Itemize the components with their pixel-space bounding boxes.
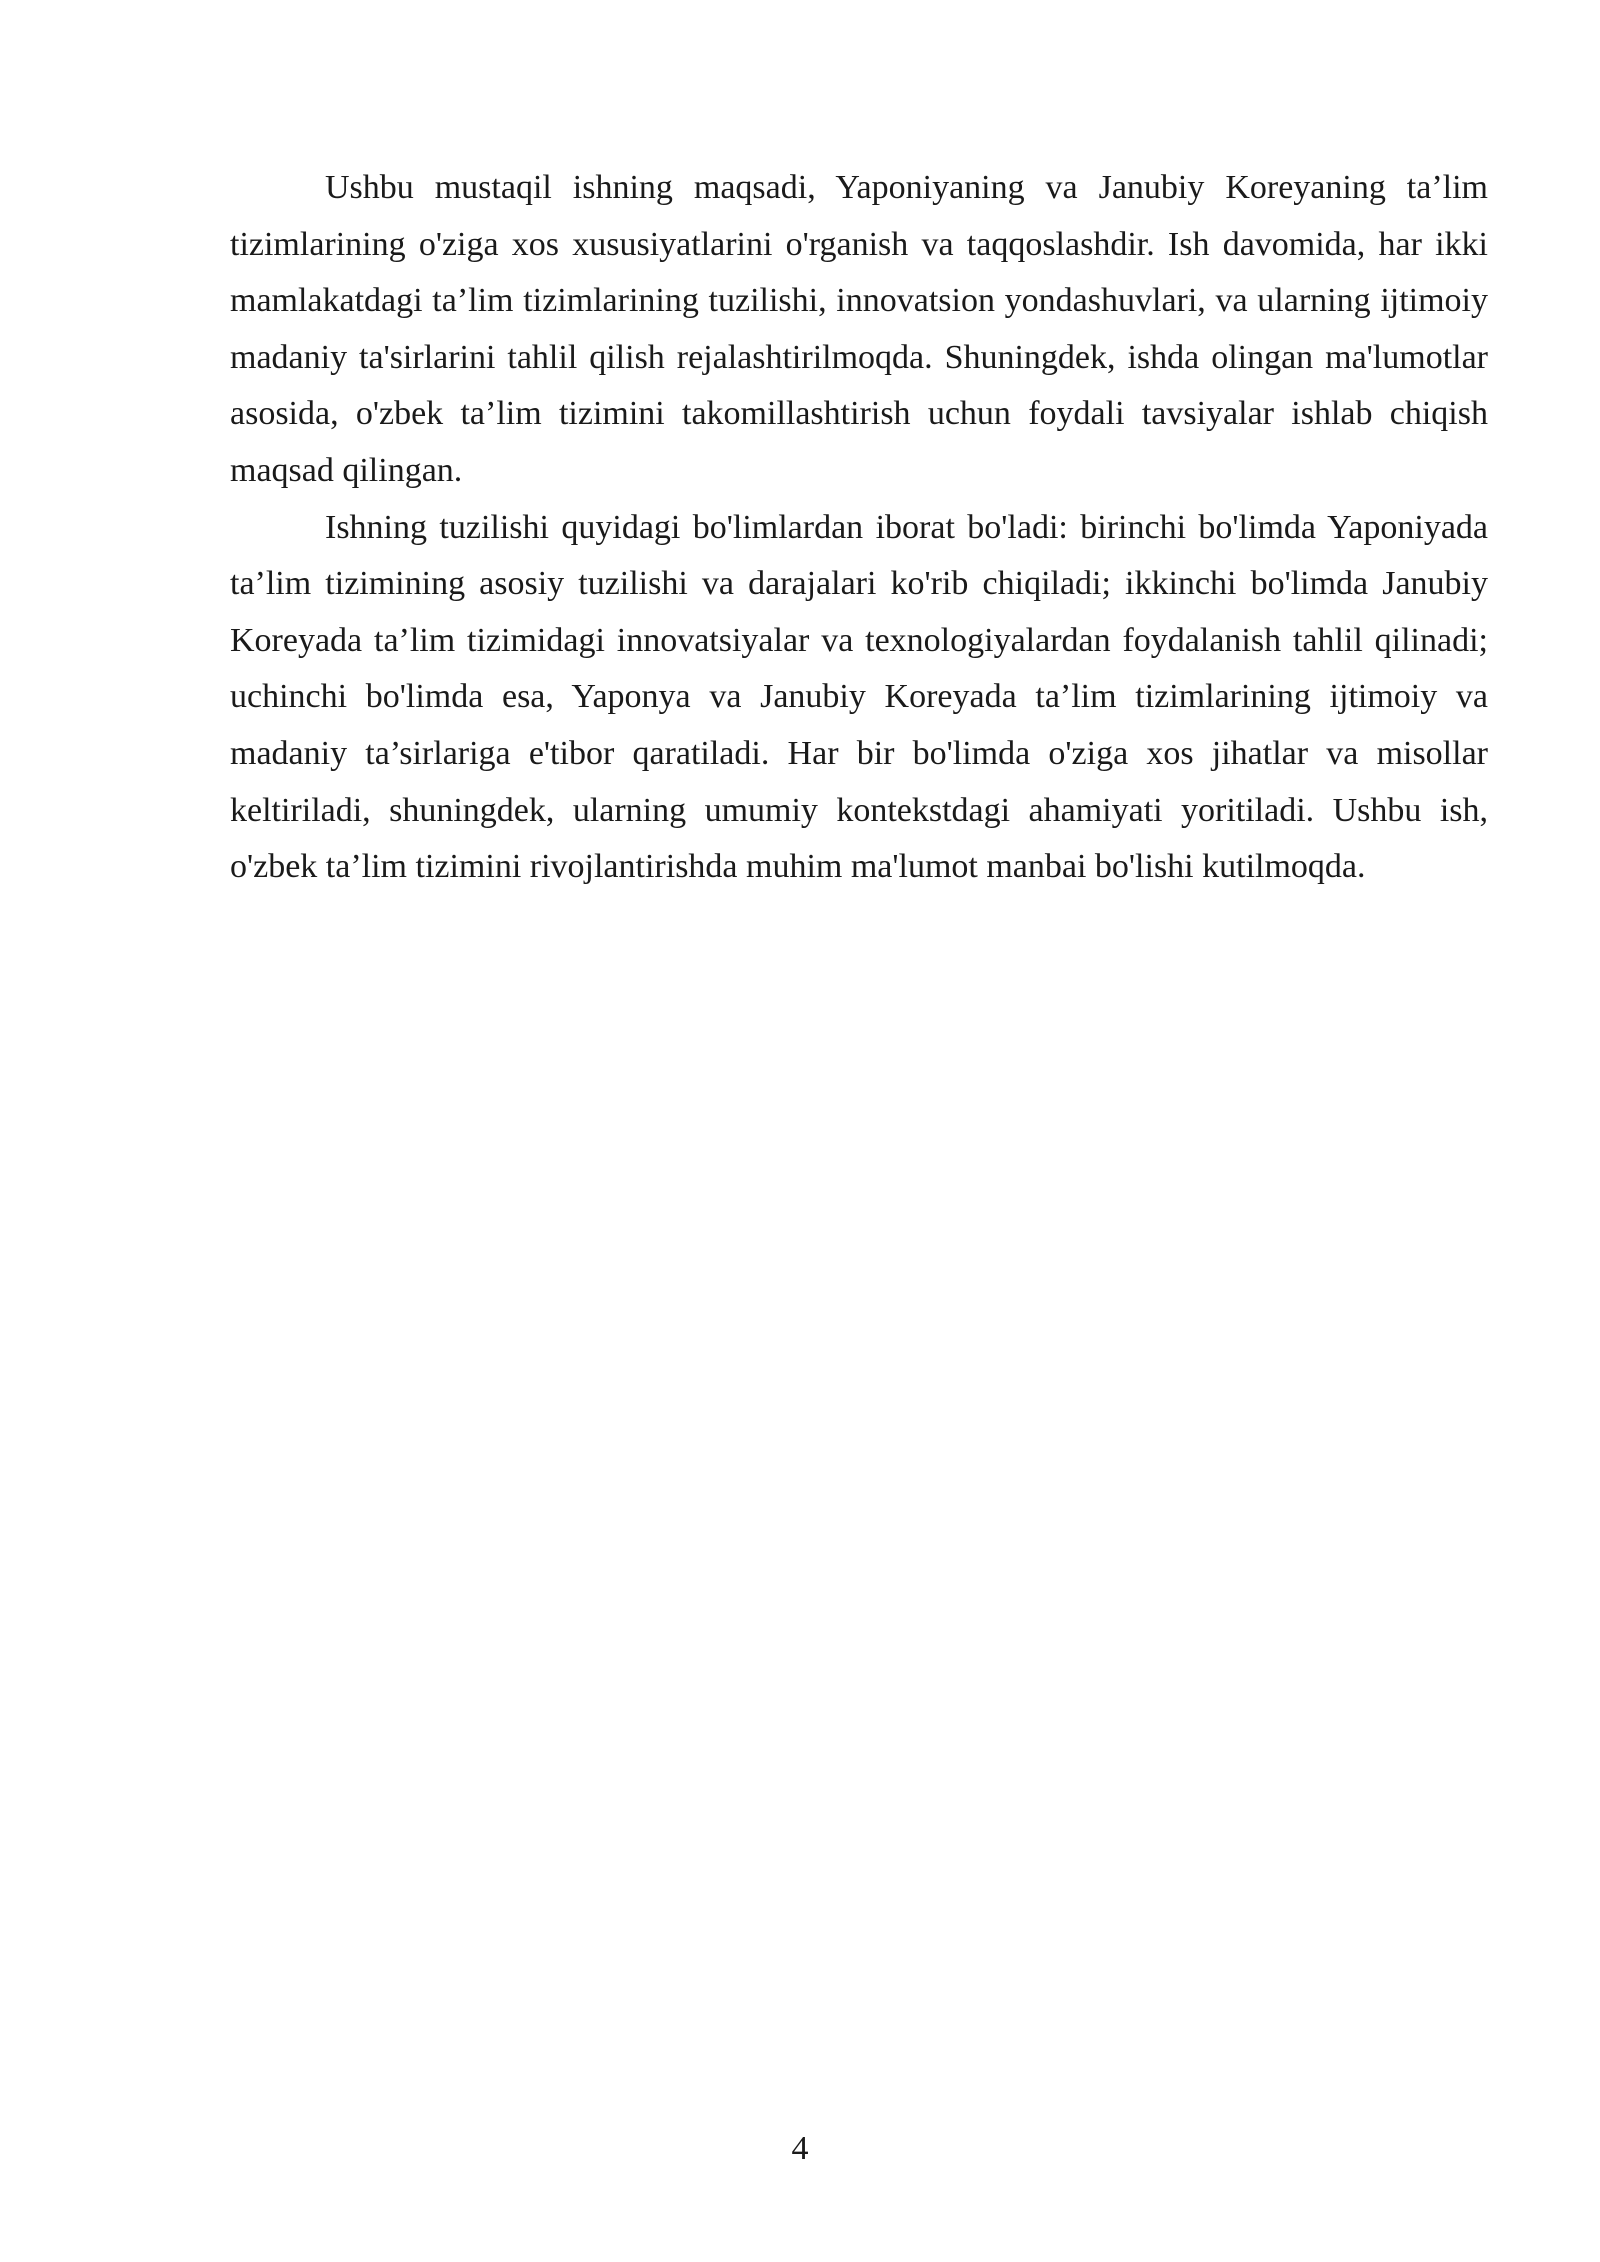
paragraph-structure: Ishning tuzilishi quyidagi bo'limlardan iborat bo'ladi: birinchi bo'limda Yaponiyada ta’lim tizimining asosiy tuzilishi va darajalari ko'rib chiqiladi; ikkinchi bo'limda Janubiy Koreyada ta’lim tizimidagi innovatsiyalar va texnologiyalardan foydalanish tahlil qilinadi; uchinchi bo'limda esa, Yaponya va Janubiy Koreyada ta’lim tizimlarining ijtimoiy va madaniy ta’sirlariga e'tibor qaratiladi. Har bir bo'limda o'ziga xos jihatlar va misollar keltiriladi, shuningdek, ularning umumiy kontekstdagi ahamiyati yoritiladi. Ushbu ish, o'zbek ta’lim tizimini rivojlantirishda muhim ma'lumot manbai bo'lishi kutilmoqda. — [230, 508, 1488, 886]
paragraph-purpose: Ushbu mustaqil ishning maqsadi, Yaponiyaning va Janubiy Koreyaning ta’lim tizimlarining o'ziga xos xususiyatlarini o'rganish va taqqoslashdir. Ish davomida, har ikki mamlakatdagi ta’lim tizimlarining tuzilishi, innovatsion yondashuvlari, va ularning ijtimoiy madaniy ta'sirlarini tahlil qilish rejalashtirilmoqda. Shuningdek, ishda olingan ma'lumotlar asosida, o'zbek ta’lim tizimini takomillashtirish uchun foydali tavsiyalar ishlab chiqish maqsad qilingan. — [230, 169, 1488, 489]
body-text — [230, 160, 1488, 896]
page-number: 4 — [791, 2130, 809, 2167]
